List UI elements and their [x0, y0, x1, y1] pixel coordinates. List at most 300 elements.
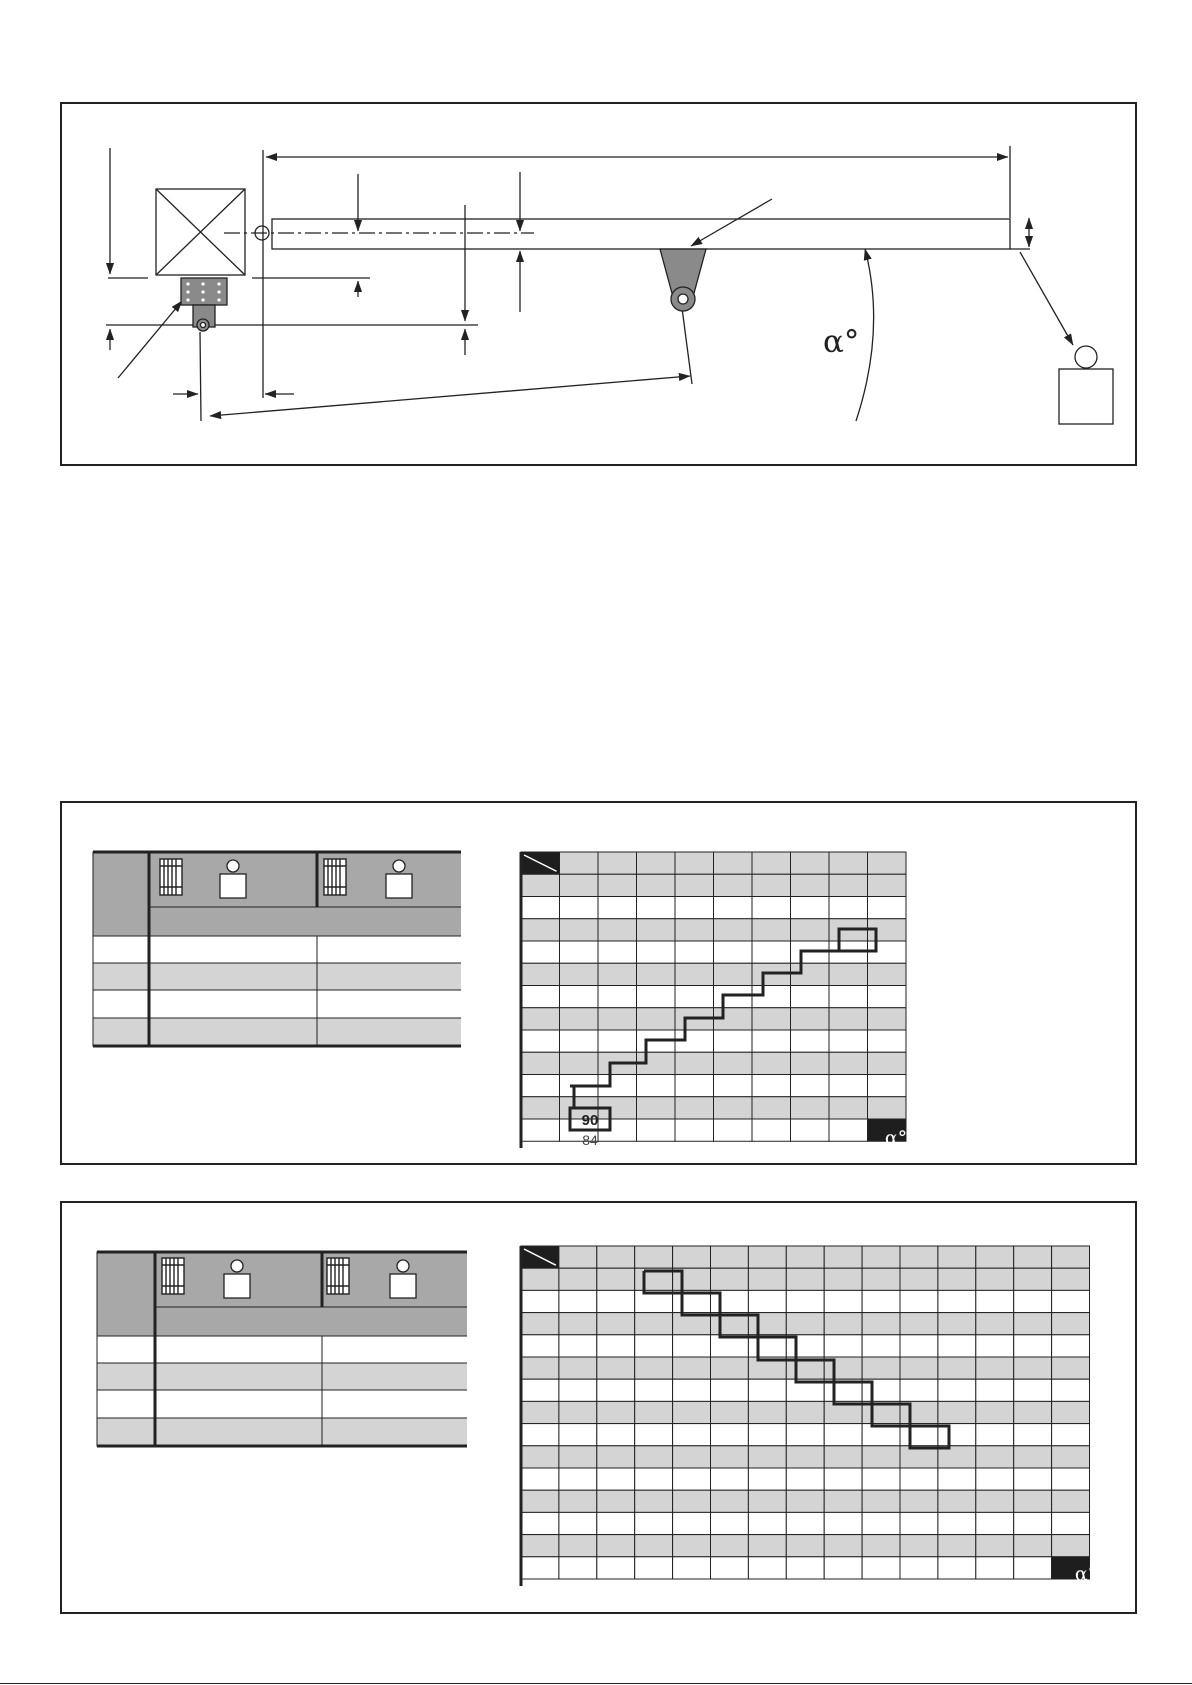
grid-cell [976, 1268, 1014, 1290]
grid-cell [635, 1490, 673, 1512]
grid-cell [673, 1446, 711, 1468]
grid-cell [900, 1535, 938, 1557]
grid-header-cell [791, 852, 830, 874]
grid-cell [521, 1075, 560, 1097]
grid-cell [635, 1379, 673, 1401]
grid-header-cell [635, 1246, 673, 1268]
grid-cell [521, 986, 560, 1008]
grid-cell [521, 1008, 560, 1030]
grid-cell [597, 1557, 635, 1579]
grid-cell [560, 1008, 599, 1030]
grid-cell [752, 897, 791, 919]
grid-cell [637, 1075, 676, 1097]
grid-cell [521, 1097, 560, 1119]
grid-cell [598, 941, 637, 963]
grid-cell [1014, 1468, 1052, 1490]
grid-cell [791, 1097, 830, 1119]
grid-cell [597, 1401, 635, 1423]
grid-cell [976, 1468, 1014, 1490]
grid-cell [521, 1268, 559, 1290]
grid-cell [752, 919, 791, 941]
grid-cell [521, 1030, 560, 1052]
grid-cell [786, 1557, 824, 1579]
grid-cell [938, 1401, 976, 1423]
grid-header-cell [824, 1246, 862, 1268]
grid-cell [1052, 1357, 1090, 1379]
grid-cell [748, 1557, 786, 1579]
grid-cell [752, 1075, 791, 1097]
grid-cell [862, 1290, 900, 1312]
grid-cell [791, 1119, 830, 1141]
grid-header-cell [752, 852, 791, 874]
grid-cell [752, 941, 791, 963]
grid-cell [560, 963, 599, 985]
grid-a-marked-value: 90 [581, 1112, 599, 1129]
grid-cell [714, 1030, 753, 1052]
grid-cell [824, 1535, 862, 1557]
grid-cell [711, 1468, 749, 1490]
grid-cell [711, 1557, 749, 1579]
installation-diagram [62, 104, 1135, 464]
grid-cell [711, 1268, 749, 1290]
grid-cell [597, 1468, 635, 1490]
grid-cell [976, 1424, 1014, 1446]
grid-cell [521, 1357, 559, 1379]
grid-cell [976, 1446, 1014, 1468]
grid-cell [829, 874, 868, 896]
grid-cell [938, 1379, 976, 1401]
gate-icon [327, 1258, 349, 1294]
grid-cell [559, 1335, 597, 1357]
grid-cell [824, 1490, 862, 1512]
grid-cell [521, 1535, 559, 1557]
grid-header-cell [597, 1246, 635, 1268]
grid-cell [786, 1268, 824, 1290]
grid-cell [635, 1335, 673, 1357]
grid-cell [1052, 1268, 1090, 1290]
grid-header-cell [786, 1246, 824, 1268]
grid-cell [1052, 1535, 1090, 1557]
grid-cell [862, 1446, 900, 1468]
grid-cell [675, 963, 714, 985]
grid-cell [824, 1313, 862, 1335]
grid-cell [635, 1512, 673, 1534]
grid-cell [637, 963, 676, 985]
grid-cell [752, 1097, 791, 1119]
grid-cell [559, 1490, 597, 1512]
grid-cell [748, 1268, 786, 1290]
grid-cell [976, 1535, 1014, 1557]
grid-cell [1014, 1535, 1052, 1557]
grid-a-angle-label: α° [884, 1127, 908, 1149]
grid-cell [560, 941, 599, 963]
grid-cell [938, 1268, 976, 1290]
grid-cell [752, 1030, 791, 1052]
grid-cell [868, 986, 907, 1008]
grid-cell [675, 1097, 714, 1119]
grid-cell [748, 1446, 786, 1468]
grid-cell [791, 1075, 830, 1097]
grid-cell [1052, 1379, 1090, 1401]
selection-table-a [91, 850, 461, 1052]
grid-cell [824, 1446, 862, 1468]
grid-cell [862, 1313, 900, 1335]
grid-cell [521, 1490, 559, 1512]
grid-cell [791, 986, 830, 1008]
grid-cell [752, 1119, 791, 1141]
grid-cell [824, 1468, 862, 1490]
grid-cell [824, 1557, 862, 1579]
grid-cell [598, 963, 637, 985]
grid-b-angle-label: α° [1074, 1563, 1098, 1585]
page-footer-rule [0, 1683, 1192, 1684]
grid-cell [521, 1290, 559, 1312]
grid-cell [714, 919, 753, 941]
grid-cell [862, 1357, 900, 1379]
grid-cell [786, 1446, 824, 1468]
grid-cell [559, 1268, 597, 1290]
grid-header-cell [673, 1246, 711, 1268]
grid-cell [711, 1512, 749, 1534]
grid-cell [976, 1357, 1014, 1379]
grid-cell [597, 1335, 635, 1357]
grid-cell [900, 1335, 938, 1357]
grid-cell [748, 1468, 786, 1490]
grid-cell [824, 1290, 862, 1312]
grid-cell [675, 919, 714, 941]
grid-cell [791, 897, 830, 919]
grid-cell [900, 1357, 938, 1379]
grid-cell [752, 1052, 791, 1074]
grid-cell [521, 1512, 559, 1534]
grid-cell [976, 1490, 1014, 1512]
grid-cell [711, 1379, 749, 1401]
grid-cell [938, 1557, 976, 1579]
grid-header-cell [637, 852, 676, 874]
grid-cell [976, 1379, 1014, 1401]
grid-cell [635, 1424, 673, 1446]
grid-cell [675, 874, 714, 896]
grid-cell [900, 1379, 938, 1401]
grid-cell [900, 1490, 938, 1512]
grid-header-cell [559, 1246, 597, 1268]
grid-cell [829, 1030, 868, 1052]
grid-cell [711, 1446, 749, 1468]
grid-header-cell [868, 852, 907, 874]
boom-arm [272, 219, 1010, 249]
grid-cell [675, 941, 714, 963]
grid-cell [637, 874, 676, 896]
grid-cell [521, 1446, 559, 1468]
grid-cell [560, 1052, 599, 1074]
grid-cell [559, 1468, 597, 1490]
grid-cell [559, 1424, 597, 1446]
grid-cell [862, 1468, 900, 1490]
grid-cell [521, 1335, 559, 1357]
grid-cell [521, 963, 560, 985]
grid-cell [673, 1424, 711, 1446]
grid-cell [559, 1535, 597, 1557]
grid-cell [673, 1535, 711, 1557]
grid-cell [1014, 1357, 1052, 1379]
grid-cell [824, 1424, 862, 1446]
grid-cell [637, 986, 676, 1008]
grid-cell [976, 1401, 1014, 1423]
grid-header-cell [1014, 1246, 1052, 1268]
grid-cell [559, 1290, 597, 1312]
grid-cell [748, 1290, 786, 1312]
grid-cell [675, 1052, 714, 1074]
grid-cell [521, 1052, 560, 1074]
grid-cell [786, 1490, 824, 1512]
grid-cell [521, 941, 560, 963]
grid-cell [637, 1119, 676, 1141]
grid-cell [597, 1490, 635, 1512]
grid-cell [675, 986, 714, 1008]
grid-cell [829, 1052, 868, 1074]
grid-cell [559, 1557, 597, 1579]
grid-cell [748, 1424, 786, 1446]
angle-grid-a [517, 850, 917, 1154]
motor-bracket [181, 278, 227, 331]
grid-cell [1052, 1512, 1090, 1534]
grid-cell [976, 1557, 1014, 1579]
grid-cell [714, 963, 753, 985]
grid-cell [714, 1097, 753, 1119]
grid-cell [748, 1490, 786, 1512]
grid-cell [868, 1030, 907, 1052]
grid-cell [521, 919, 560, 941]
grid-cell [976, 1512, 1014, 1534]
grid-cell [748, 1379, 786, 1401]
grid-cell [714, 1119, 753, 1141]
grid-cell [829, 963, 868, 985]
grid-cell [868, 1008, 907, 1030]
grid-cell [938, 1357, 976, 1379]
grid-cell [1052, 1290, 1090, 1312]
grid-cell [1014, 1268, 1052, 1290]
grid-cell [938, 1468, 976, 1490]
grid-cell [900, 1468, 938, 1490]
grid-cell [675, 897, 714, 919]
grid-cell [673, 1512, 711, 1534]
grid-cell [637, 897, 676, 919]
grid-cell [521, 1557, 559, 1579]
grid-header-cell [900, 1246, 938, 1268]
grid-cell [938, 1535, 976, 1557]
grid-cell [597, 1357, 635, 1379]
grid-cell [521, 1401, 559, 1423]
grid-cell [938, 1512, 976, 1534]
grid-header-cell [598, 852, 637, 874]
grid-cell [976, 1290, 1014, 1312]
angle-label: α° [823, 324, 860, 360]
grid-cell [714, 874, 753, 896]
grid-cell [559, 1401, 597, 1423]
grid-header-cell [829, 852, 868, 874]
grid-cell [675, 1119, 714, 1141]
grid-cell [1014, 1490, 1052, 1512]
grid-cell [673, 1379, 711, 1401]
grid-cell [598, 986, 637, 1008]
grid-cell [559, 1357, 597, 1379]
grid-cell [938, 1335, 976, 1357]
installation-diagram-panel [60, 102, 1137, 466]
grid-cell [521, 874, 560, 896]
grid-cell [786, 1401, 824, 1423]
grid-cell [1052, 1424, 1090, 1446]
grid-header-cell [976, 1246, 1014, 1268]
grid-cell [635, 1401, 673, 1423]
grid-header-cell [675, 852, 714, 874]
grid-cell [868, 897, 907, 919]
grid-cell [791, 1008, 830, 1030]
grid-cell [635, 1446, 673, 1468]
grid-header-cell [1052, 1246, 1090, 1268]
grid-cell [938, 1490, 976, 1512]
grid-cell [829, 1075, 868, 1097]
grid-cell [597, 1290, 635, 1312]
grid-cell [597, 1424, 635, 1446]
grid-cell [900, 1290, 938, 1312]
grid-cell [862, 1268, 900, 1290]
grid-cell [714, 1052, 753, 1074]
grid-cell [938, 1290, 976, 1312]
grid-cell [1052, 1313, 1090, 1335]
grid-cell [714, 897, 753, 919]
angle-grid-b [517, 1244, 1107, 1590]
grid-cell [560, 897, 599, 919]
grid-cell [711, 1357, 749, 1379]
grid-cell [868, 874, 907, 896]
grid-cell [675, 1075, 714, 1097]
grid-cell [938, 1313, 976, 1335]
grid-cell [714, 1075, 753, 1097]
grid-cell [829, 897, 868, 919]
grid-cell [791, 919, 830, 941]
grid-cell [900, 1512, 938, 1534]
grid-cell [752, 1008, 791, 1030]
configuration-panel-a [60, 801, 1137, 1165]
grid-cell [598, 897, 637, 919]
grid-cell [598, 1008, 637, 1030]
grid-cell [829, 1119, 868, 1141]
grid-header-cell [560, 852, 599, 874]
gate-icon [160, 859, 182, 895]
grid-cell [521, 1468, 559, 1490]
grid-cell [791, 1030, 830, 1052]
grid-cell [786, 1535, 824, 1557]
grid-cell [598, 919, 637, 941]
accessory-box-icon [1059, 346, 1113, 424]
grid-cell [673, 1557, 711, 1579]
grid-cell [637, 1008, 676, 1030]
grid-cell [560, 986, 599, 1008]
grid-cell [1014, 1335, 1052, 1357]
grid-cell [829, 1097, 868, 1119]
grid-cell [786, 1468, 824, 1490]
gate-icon [162, 1258, 184, 1294]
grid-cell [673, 1490, 711, 1512]
grid-cell [598, 1030, 637, 1052]
grid-cell [1014, 1446, 1052, 1468]
grid-cell [560, 874, 599, 896]
grid-cell [824, 1268, 862, 1290]
grid-cell [711, 1401, 749, 1423]
grid-cell [635, 1357, 673, 1379]
grid-cell [673, 1335, 711, 1357]
grid-cell [1014, 1424, 1052, 1446]
grid-cell [1052, 1335, 1090, 1357]
grid-cell [635, 1468, 673, 1490]
grid-cell [521, 1313, 559, 1335]
grid-cell [597, 1446, 635, 1468]
grid-cell [900, 1313, 938, 1335]
grid-cell [786, 1512, 824, 1534]
grid-cell [560, 1030, 599, 1052]
grid-cell [1052, 1468, 1090, 1490]
grid-cell [791, 1052, 830, 1074]
grid-cell [1014, 1557, 1052, 1579]
grid-cell [1014, 1379, 1052, 1401]
grid-cell [635, 1535, 673, 1557]
grid-cell [597, 1512, 635, 1534]
grid-cell [597, 1379, 635, 1401]
grid-cell [711, 1490, 749, 1512]
link-rod-dimension [210, 376, 690, 416]
grid-cell [868, 1052, 907, 1074]
grid-cell [1052, 1401, 1090, 1423]
grid-cell [598, 874, 637, 896]
grid-cell [673, 1401, 711, 1423]
gate-icon [324, 859, 346, 895]
grid-cell [1052, 1446, 1090, 1468]
grid-cell [862, 1557, 900, 1579]
grid-cell [1014, 1313, 1052, 1335]
grid-cell [711, 1424, 749, 1446]
grid-cell [559, 1446, 597, 1468]
grid-cell [868, 1097, 907, 1119]
grid-cell [521, 1119, 560, 1141]
grid-cell [597, 1268, 635, 1290]
grid-cell [748, 1535, 786, 1557]
grid-cell [714, 941, 753, 963]
grid-cell [714, 986, 753, 1008]
grid-cell [791, 874, 830, 896]
gate-post [156, 189, 245, 275]
grid-cell [976, 1313, 1014, 1335]
grid-cell [559, 1379, 597, 1401]
grid-cell [637, 1097, 676, 1119]
grid-cell [673, 1468, 711, 1490]
grid-cell [1014, 1290, 1052, 1312]
grid-cell [637, 941, 676, 963]
grid-cell [673, 1357, 711, 1379]
grid-cell [829, 986, 868, 1008]
grid-cell [521, 1424, 559, 1446]
grid-header-cell [748, 1246, 786, 1268]
selection-table-b [95, 1250, 467, 1450]
grid-cell [900, 1557, 938, 1579]
grid-a-value-below: 84 [582, 1132, 598, 1148]
grid-cell [597, 1535, 635, 1557]
grid-header-cell [862, 1246, 900, 1268]
grid-cell [786, 1313, 824, 1335]
grid-cell [1052, 1490, 1090, 1512]
configuration-panel-b [60, 1201, 1137, 1614]
grid-cell [862, 1535, 900, 1557]
grid-cell [748, 1401, 786, 1423]
